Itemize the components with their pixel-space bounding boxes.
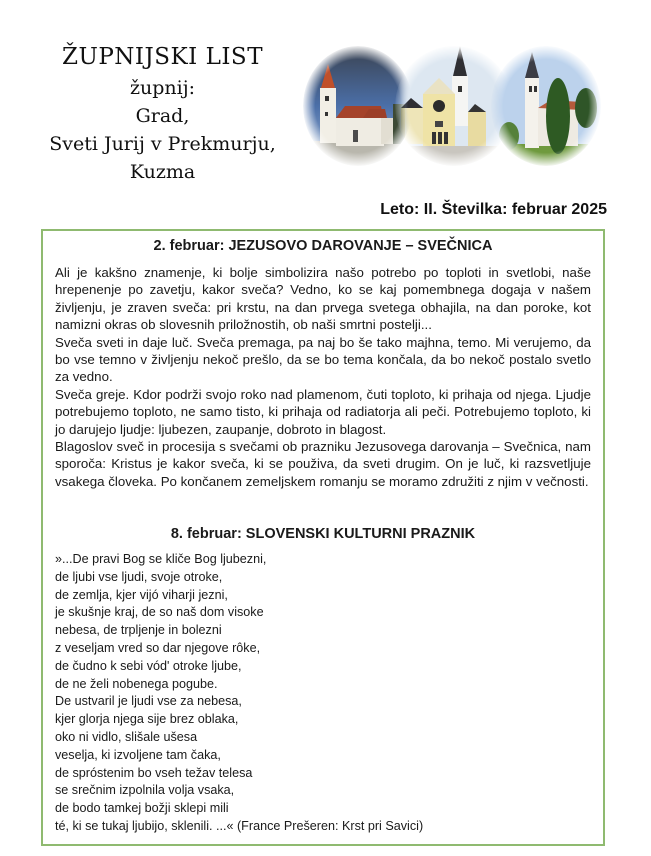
poem-line: de spróstenim bo vseh težav telesa: [55, 765, 253, 780]
poem-line: oko ni vidlo, slišale ušesa: [55, 729, 198, 744]
poem-line: de zemlja, kjer vijó viharji jezni,: [55, 587, 228, 602]
poem-line: nebesa, de trpljenje in bolezni: [55, 623, 222, 638]
paragraph: Sveča sveti in daje luč. Sveča premaga, pa naj bo še tako majhna, temo. Mi verujemo, da bo vse temno v življenju nekoč prešlo, da se bo tema končala, da bo nekoč postalo svetlo za vedno.: [55, 334, 591, 385]
parish-sveti-jurij: Sveti Jurij v Prekmurju,: [49, 133, 276, 155]
parishes-label: župnij:: [129, 77, 195, 99]
poem-line: de bodo tamkej božji sklepi mili: [55, 801, 229, 816]
poem-line: de ljubi vse ljudi, svoje otroke,: [55, 569, 223, 584]
newsletter-title: ŽUPNIJSKI LIST: [61, 44, 264, 70]
masthead: [30, 40, 295, 186]
poem-line: je skušnje kraj, de so naš dom visoke: [55, 605, 264, 620]
section-heading-svecnica: 2. februar: JEZUSOVO DAROVANJE – SVEČNICA: [153, 238, 493, 254]
church-photo-kuzma: [491, 46, 601, 166]
paragraph: Sveča greje. Kdor podrži svojo roko nad plamenom, čuti toploto, ki prihaja od njega. Ljudje potrebujemo toploto, ne samo tisto, ki prihaja od radiatorja ali peči. Potrebujemo toploto, ki jo darujejo ljudje: ljubezen, zaupanje, dobroto in blagost.: [55, 386, 591, 437]
paragraph: Blagoslov sveč in procesija s svečami ob prazniku Jezusovega darovanja – Svečnica, nam sporoča: Kristus je kakor sveča, ki se použiva, da sveti drugim. On je luč, ki razsvetljuje vsakega človeka. Po končanem zemeljskem romanju se moramo združiti z njim v večnosti.: [55, 439, 591, 489]
poem-line: de čudno k sebi vód' otroke ljube,: [55, 658, 242, 673]
parish-grad: Grad,: [135, 105, 190, 127]
article-svecnica: [55, 264, 591, 490]
paragraph: Ali je kakšno znamenje, ki bolje simbolizira našo potrebo po toploti in svetlobi, naše hrepenenje po zavetju, kakor sveča? Vedno, ko se kaj pomembnega dogaja v našem življenju, je zraven sveča: pri krstu, na dan prvega svetega obhajila, na dan poroke, kot namizni okras ob slovesnih priložnostih, ob naši smrtni postelji...: [55, 265, 591, 333]
section-heading-kulturni-praznik: 8. februar: SLOVENSKI KULTURNI PRAZNIK: [170, 526, 476, 542]
poem-line: se srečnim izpolnila volja vsaka,: [55, 783, 235, 798]
issue-info: Leto: II. Številka: februar 2025: [380, 201, 607, 218]
content-box: [41, 229, 605, 846]
poem-line: z veseljam vred so dar njegove rôke,: [55, 640, 261, 655]
poem-line-attribution: té, ki se tukaj ljubijo, sklenili. ...« (France Prešeren: Krst pri Savici): [55, 818, 424, 833]
poem-excerpt: [55, 551, 423, 836]
poem-line: de ne želi nobenega pogube.: [55, 676, 218, 691]
poem-line: veselja, ki izvoljene tam čaka,: [55, 747, 221, 762]
poem-line: kjer glorja njega sije brez oblaka,: [55, 712, 239, 727]
parish-kuzma: Kuzma: [129, 161, 196, 183]
poem-line: »...De pravi Bog se kliče Bog ljubezni,: [55, 552, 267, 566]
poem-line: De ustvaril je ljudi vse za nebesa,: [55, 694, 242, 709]
church-photos: [303, 46, 603, 166]
